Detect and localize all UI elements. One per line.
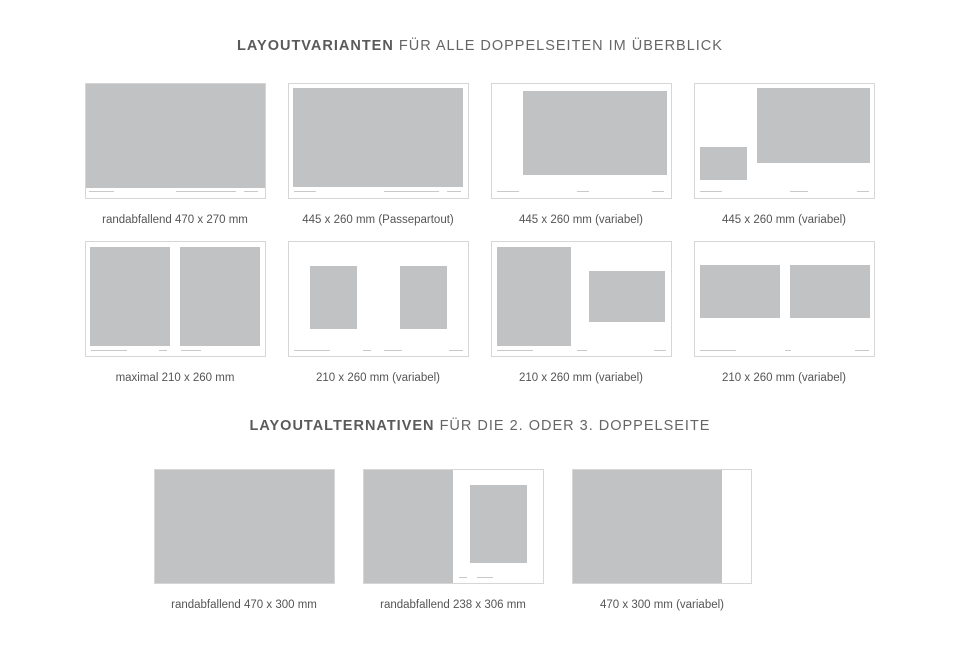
layout-thumbnail-variable — [491, 83, 672, 199]
layout-caption: randabfallend 470 x 270 mm — [102, 214, 248, 226]
layout-caption: 445 x 260 mm (variabel) — [722, 214, 846, 226]
layout-caption: 470 x 300 mm (variabel) — [600, 599, 724, 611]
footer-line — [159, 350, 167, 351]
layout-caption: maximal 210 x 260 mm — [115, 372, 235, 384]
footer-line — [459, 577, 467, 578]
image-placeholder — [790, 265, 870, 318]
footer-line — [294, 350, 330, 351]
image-placeholder — [293, 88, 463, 187]
image-placeholder — [523, 91, 667, 175]
layout-caption: 210 x 260 mm (variabel) — [722, 372, 846, 384]
layout-thumbnail-variable-alt — [572, 469, 752, 584]
section-title-layout-alternatives — [0, 418, 960, 434]
layout-thumbnail-half-bleed — [363, 469, 544, 584]
image-placeholder — [470, 485, 527, 563]
image-placeholder — [364, 470, 453, 583]
layout-thumbnail-variable — [694, 83, 875, 199]
footer-line — [790, 191, 808, 192]
layout-caption: 445 x 260 mm (variabel) — [519, 214, 643, 226]
layout-caption: randabfallend 238 x 306 mm — [380, 599, 526, 611]
footer-line — [700, 350, 736, 351]
section-title-bold: LAYOUTALTERNATIVEN — [249, 418, 435, 434]
footer-line — [384, 191, 439, 192]
footer-line — [855, 350, 869, 351]
image-placeholder — [757, 88, 870, 163]
layout-caption: 445 x 260 mm (Passepartout) — [302, 214, 454, 226]
footer-line — [384, 350, 402, 351]
footer-line — [652, 191, 664, 192]
layout-thumbnail-two-pages — [85, 241, 266, 357]
image-placeholder — [497, 247, 571, 346]
layout-thumbnail-full-bleed-alt — [154, 469, 335, 584]
footer-line — [89, 191, 114, 192]
footer-line — [447, 191, 461, 192]
layout-thumbnail-passepartout — [288, 83, 469, 199]
layout-caption: 210 x 260 mm (variabel) — [519, 372, 643, 384]
layout-thumbnail-full-bleed — [85, 83, 266, 199]
image-placeholder — [180, 247, 260, 346]
image-placeholder — [90, 247, 170, 346]
layout-caption: 210 x 260 mm (variabel) — [316, 372, 440, 384]
footer-line — [654, 350, 666, 351]
image-placeholder — [573, 470, 722, 583]
section-title-rest: FÜR DIE 2. ODER 3. DOPPELSEITE — [439, 418, 711, 434]
image-placeholder — [400, 266, 447, 329]
image-placeholder — [310, 266, 357, 329]
footer-line — [477, 577, 493, 578]
image-placeholder — [155, 470, 334, 583]
footer-line — [785, 350, 791, 351]
layout-thumbnail-mixed — [491, 241, 672, 357]
footer-line — [577, 350, 587, 351]
image-placeholder — [86, 84, 265, 188]
image-placeholder — [589, 271, 665, 322]
footer-line — [176, 191, 236, 192]
section-title-rest: FÜR ALLE DOPPELSEITEN IM ÜBERBLICK — [398, 38, 723, 54]
section-title-layout-variants — [0, 38, 960, 54]
footer-line — [363, 350, 371, 351]
footer-line — [497, 350, 533, 351]
footer-line — [577, 191, 589, 192]
footer-line — [91, 350, 127, 351]
layout-caption: randabfallend 470 x 300 mm — [171, 599, 317, 611]
layout-thumbnail-two-landscape — [694, 241, 875, 357]
footer-line — [244, 191, 258, 192]
footer-line — [294, 191, 316, 192]
footer-line — [497, 191, 519, 192]
layout-thumbnail-two-small — [288, 241, 469, 357]
footer-line — [857, 191, 869, 192]
image-placeholder — [700, 265, 780, 318]
footer-line — [181, 350, 201, 351]
section-title-bold: LAYOUTVARIANTEN — [237, 38, 394, 54]
footer-line — [449, 350, 463, 351]
image-placeholder — [700, 147, 747, 180]
footer-line — [700, 191, 722, 192]
